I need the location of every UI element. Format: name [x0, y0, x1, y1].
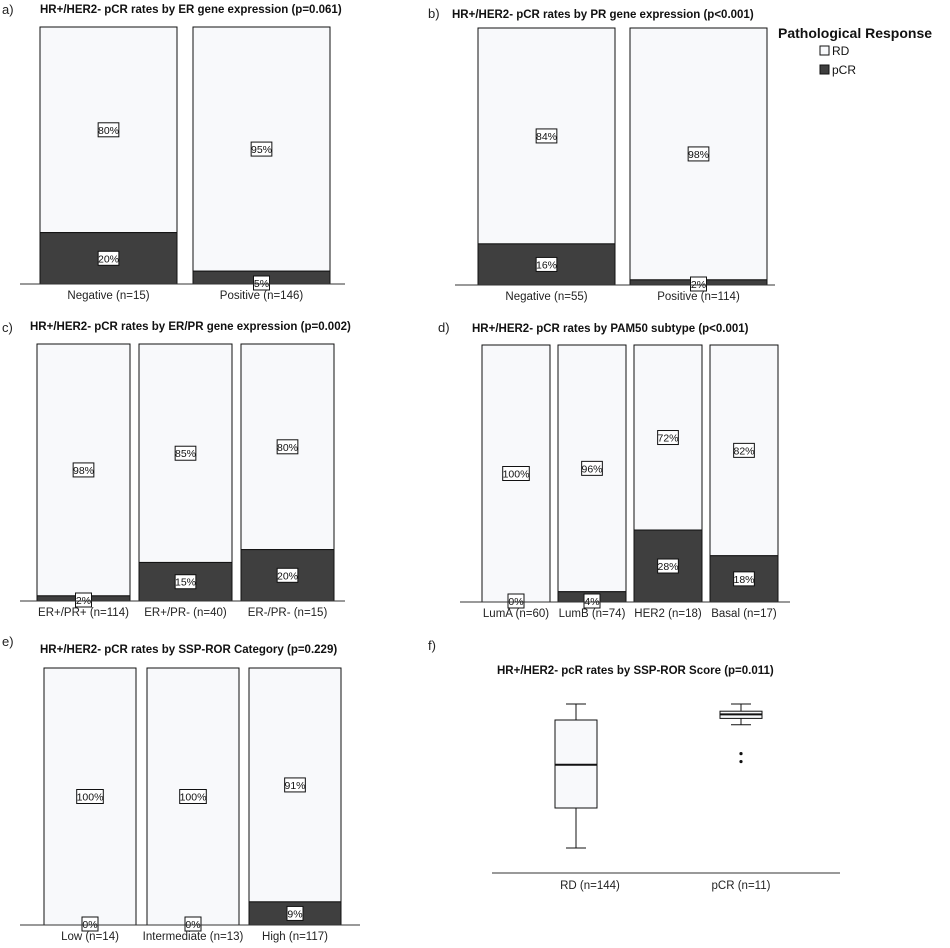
data-label-pcr: 0%: [185, 919, 201, 931]
panel-a: [2, 2, 345, 302]
panel-d: [438, 320, 790, 620]
panel-label: f): [428, 638, 436, 653]
data-label-pcr: 18%: [733, 573, 755, 586]
data-label-pcr: 16%: [535, 259, 558, 272]
data-label-pcr: 2%: [75, 595, 92, 607]
tick-label: pCR (n=11): [711, 880, 771, 892]
data-label-rd: 100%: [179, 791, 207, 804]
chart-title: HR+/HER2- pCR rates by ER gene expression (p=0.061): [40, 4, 342, 16]
panel-c: [2, 320, 351, 619]
box-group: [492, 704, 840, 892]
legend-label-pcr: pCR: [832, 63, 857, 77]
tick-label: Positive (n=146): [219, 290, 304, 302]
data-label-rd: 80%: [97, 124, 120, 137]
data-label-pcr: 0%: [508, 596, 524, 608]
chart-title: HR+/HER2- pCR rates by ER/PR gene expression (p=0.002): [30, 321, 351, 333]
chart-title: HR+/HER2- pCR rates by PR gene expression (p<0.001): [452, 9, 754, 21]
bar-group: [20, 344, 345, 619]
tick-label: Basal (n=17): [711, 608, 777, 620]
legend: [778, 25, 932, 77]
data-label-rd: 80%: [276, 441, 299, 454]
bar-group: [20, 27, 345, 302]
data-label-pcr: 9%: [287, 908, 303, 921]
data-label-rd: 98%: [687, 148, 710, 161]
legend-swatch-rd: [820, 46, 829, 55]
panel-label: a): [2, 2, 14, 17]
tick-label: High (n=117): [262, 931, 328, 943]
data-label-pcr: 15%: [174, 576, 197, 589]
data-label-pcr: 5%: [253, 278, 270, 290]
panel-label: c): [2, 320, 13, 335]
panel-e: [2, 634, 360, 943]
data-label-rd: 91%: [284, 779, 306, 792]
tick-label: Negative (n=55): [505, 291, 588, 303]
outlier-point: [739, 760, 742, 763]
tick-label: Low (n=14): [61, 931, 119, 943]
tick-label: Positive (n=114): [657, 291, 740, 303]
tick-label: Negative (n=15): [67, 290, 150, 302]
data-label-pcr: 28%: [657, 561, 679, 574]
tick-label: LumB (n=74): [558, 608, 626, 620]
data-label-rd: 85%: [174, 448, 197, 461]
tick-label: HER2 (n=18): [634, 608, 702, 620]
data-label-rd: 100%: [502, 468, 530, 481]
panel-label: d): [438, 320, 450, 335]
data-label-rd: 96%: [581, 463, 603, 476]
legend-label-rd: RD: [832, 44, 850, 58]
tick-label: RD (n=144): [560, 880, 620, 892]
panel-label: b): [428, 6, 440, 21]
data-label-rd: 100%: [76, 791, 104, 804]
tick-label: ER+/PR+ (n=114): [38, 607, 129, 619]
legend-swatch-pcr: [820, 65, 829, 74]
data-label-pcr: 20%: [276, 570, 299, 583]
data-label-rd: 98%: [72, 464, 95, 477]
legend-title: Pathological Response: [778, 25, 933, 41]
tick-label: Intermediate (n=13): [142, 931, 244, 943]
panel-label: e): [2, 634, 14, 649]
outlier-point: [739, 752, 742, 755]
tick-label: LumA (n=60): [482, 608, 550, 620]
bar-group: [460, 345, 790, 620]
panel-b: [428, 6, 775, 303]
data-label-pcr: 4%: [584, 596, 600, 608]
data-label-pcr: 0%: [82, 919, 98, 931]
data-label-rd: 82%: [733, 445, 755, 458]
data-label-rd: 72%: [657, 432, 679, 445]
chart-title: HR+/HER2- pCR rates by SSP-ROR Category (p=0.229): [40, 644, 338, 656]
data-label-rd: 95%: [250, 144, 273, 157]
data-label-pcr: 2%: [690, 279, 707, 291]
chart-title: HR+/HER2- pCR rates by PAM50 subtype (p<0.001): [472, 323, 749, 335]
tick-label: ER+/PR- (n=40): [144, 607, 227, 619]
data-label-pcr: 20%: [97, 253, 120, 266]
bar-group: [455, 28, 775, 303]
bar-group: [20, 668, 360, 943]
panel-f: [428, 638, 840, 892]
chart-title: HR+/HER2- pcR rates by SSP-ROR Score (p=0.011): [497, 665, 774, 677]
tick-label: ER-/PR- (n=15): [247, 607, 328, 619]
data-label-rd: 84%: [535, 130, 558, 143]
